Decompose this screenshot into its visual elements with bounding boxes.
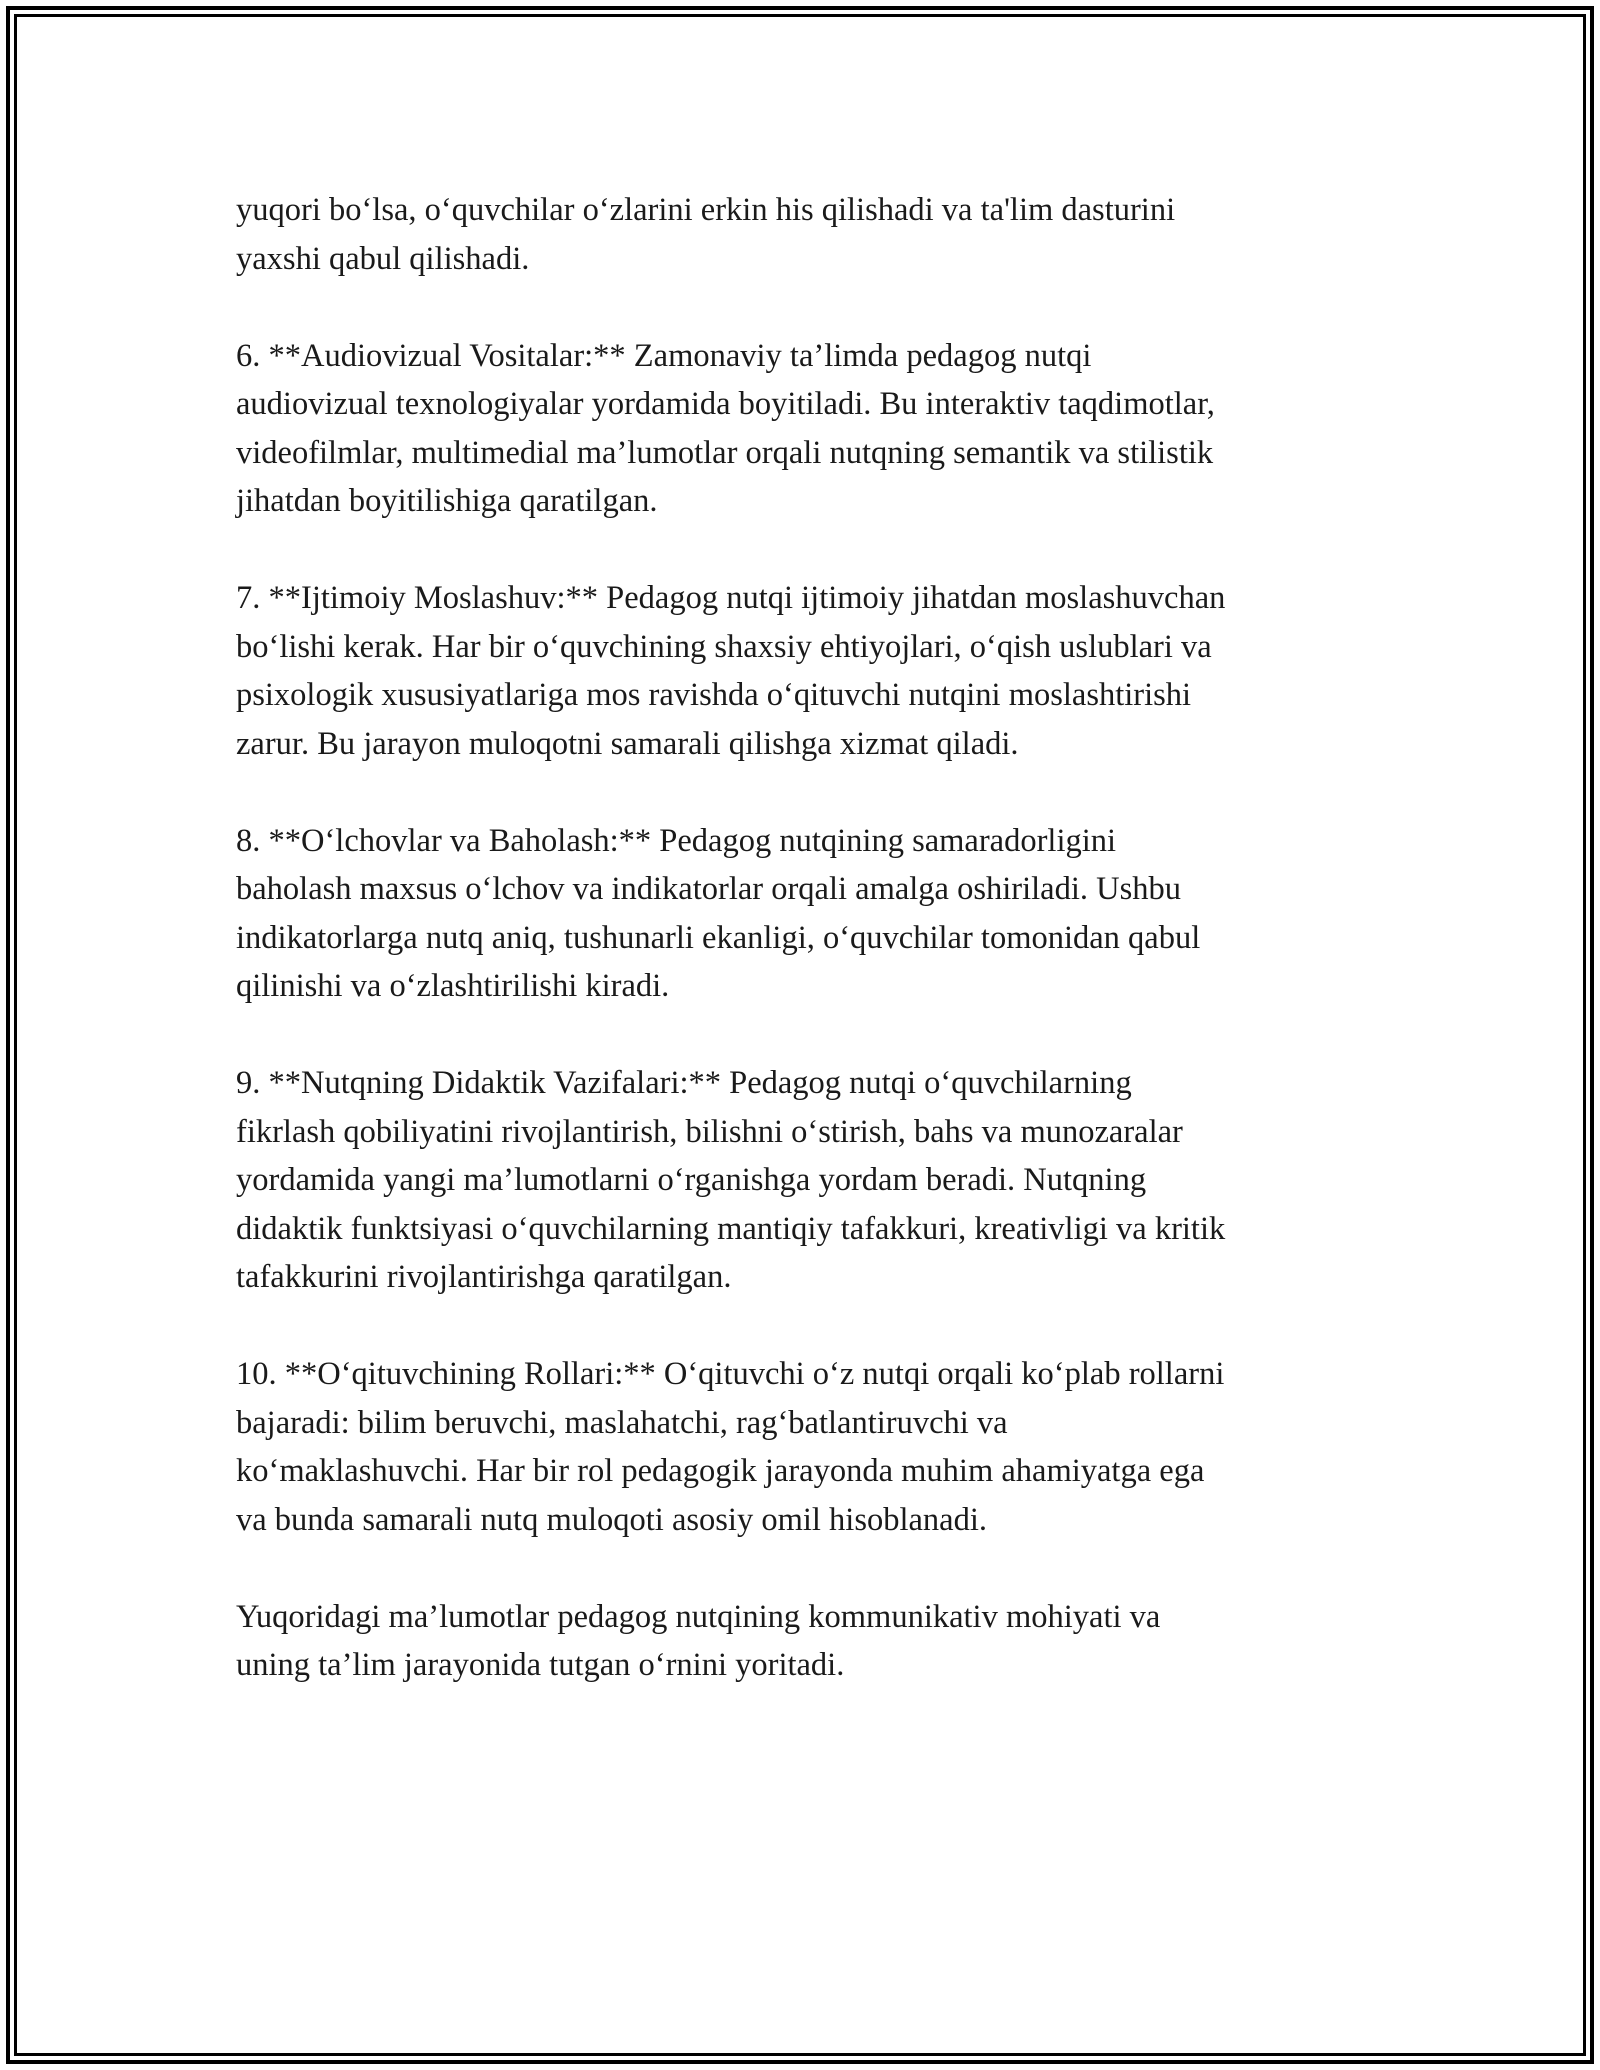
text-line: 10. **O‘qituvchining Rollari:** O‘qituvchi o‘z nutqi orqali ko‘plab rollarni [236,1356,1225,1392]
paragraph-conclusion [236,1593,1376,1690]
text-line: 7. **Ijtimoiy Moslashuv:** Pedagog nutqi ijtimoiy jihatdan moslashuvchan [236,580,1226,616]
paragraph-continuation [236,186,1376,283]
paragraph-ijtimoiy-moslashuv [236,574,1376,768]
paragraph-audiovizual-vositalar [236,332,1376,526]
text-line: audiovizual texnologiyalar yordamida boyitiladi. Bu interaktiv taqdimotlar, [236,386,1215,422]
text-line: bajaradi: bilim beruvchi, maslahatchi, rag‘batlantiruvchi va [236,1404,1008,1441]
text-line: bo‘lishi kerak. Har bir o‘quvchining shaxsiy ehtiyojlari, o‘qish uslublari va [236,628,1212,665]
text-line: 9. **Nutqning Didaktik Vazifalari:** Pedagog nutqi o‘quvchilarning [236,1065,1132,1101]
paragraph-oqituvchining-rollari [236,1350,1376,1544]
text-line: 6. **Audiovizual Vositalar:** Zamonaviy ta’limda pedagog nutqi [236,337,1092,374]
text-line: tafakkurini rivojlantirishga qaratilgan. [236,1259,732,1295]
text-line: qilinishi va o‘zlashtirilishi kiradi. [236,968,670,1004]
text-line: ko‘maklashuvchi. Har bir rol pedagogik jarayonda muhim ahamiyatga ega [236,1453,1205,1489]
text-line: yaxshi qabul qilishadi. [236,240,530,277]
text-line: didaktik funktsiyasi o‘quvchilarning mantiqiy tafakkuri, kreativligi va kritik [236,1210,1226,1247]
text-line: baholash maxsus o‘lchov va indikatorlar orqali amalga oshiriladi. Ushbu [236,871,1181,907]
text-line: uning ta’lim jarayonida tutgan o‘rnini yoritadi. [236,1647,845,1683]
text-line: videofilmlar, multimedial ma’lumotlar orqali nutqning semantik va stilistik [236,434,1214,471]
text-line: va bunda samarali nutq muloqoti asosiy omil hisoblanadi. [236,1501,988,1538]
text-line: fikrlash qobiliyatini rivojlantirish, bilishni o‘stirish, bahs va munozaralar [236,1113,1183,1150]
text-line: yuqori bo‘lsa, o‘quvchilar o‘zlarini erkin his qilishadi va ta'lim dasturini [236,192,1176,228]
document-body [236,186,1376,1738]
text-line: Yuqoridagi ma’lumotlar pedagog nutqining kommunikativ mohiyati va [236,1598,1161,1635]
paragraph-didaktik-vazifalari [236,1059,1376,1302]
text-line: zarur. Bu jarayon muloqotni samarali qilishga xizmat qiladi. [236,725,1019,762]
text-line: jihatdan boyitilishiga qaratilgan. [236,483,658,519]
text-line: yordamida yangi ma’lumotlarni o‘rganishga yordam beradi. Nutqning [236,1162,1147,1198]
paragraph-olchovlar-baholash [236,817,1376,1011]
text-line: psixologik xususiyatlariga mos ravishda o‘qituvchi nutqini moslashtirishi [236,677,1192,713]
text-line: 8. **O‘lchovlar va Baholash:** Pedagog nutqining samaradorligini [236,822,1117,859]
text-line: indikatorlarga nutq aniq, tushunarli ekanligi, o‘quvchilar tomonidan qabul [236,919,1201,956]
